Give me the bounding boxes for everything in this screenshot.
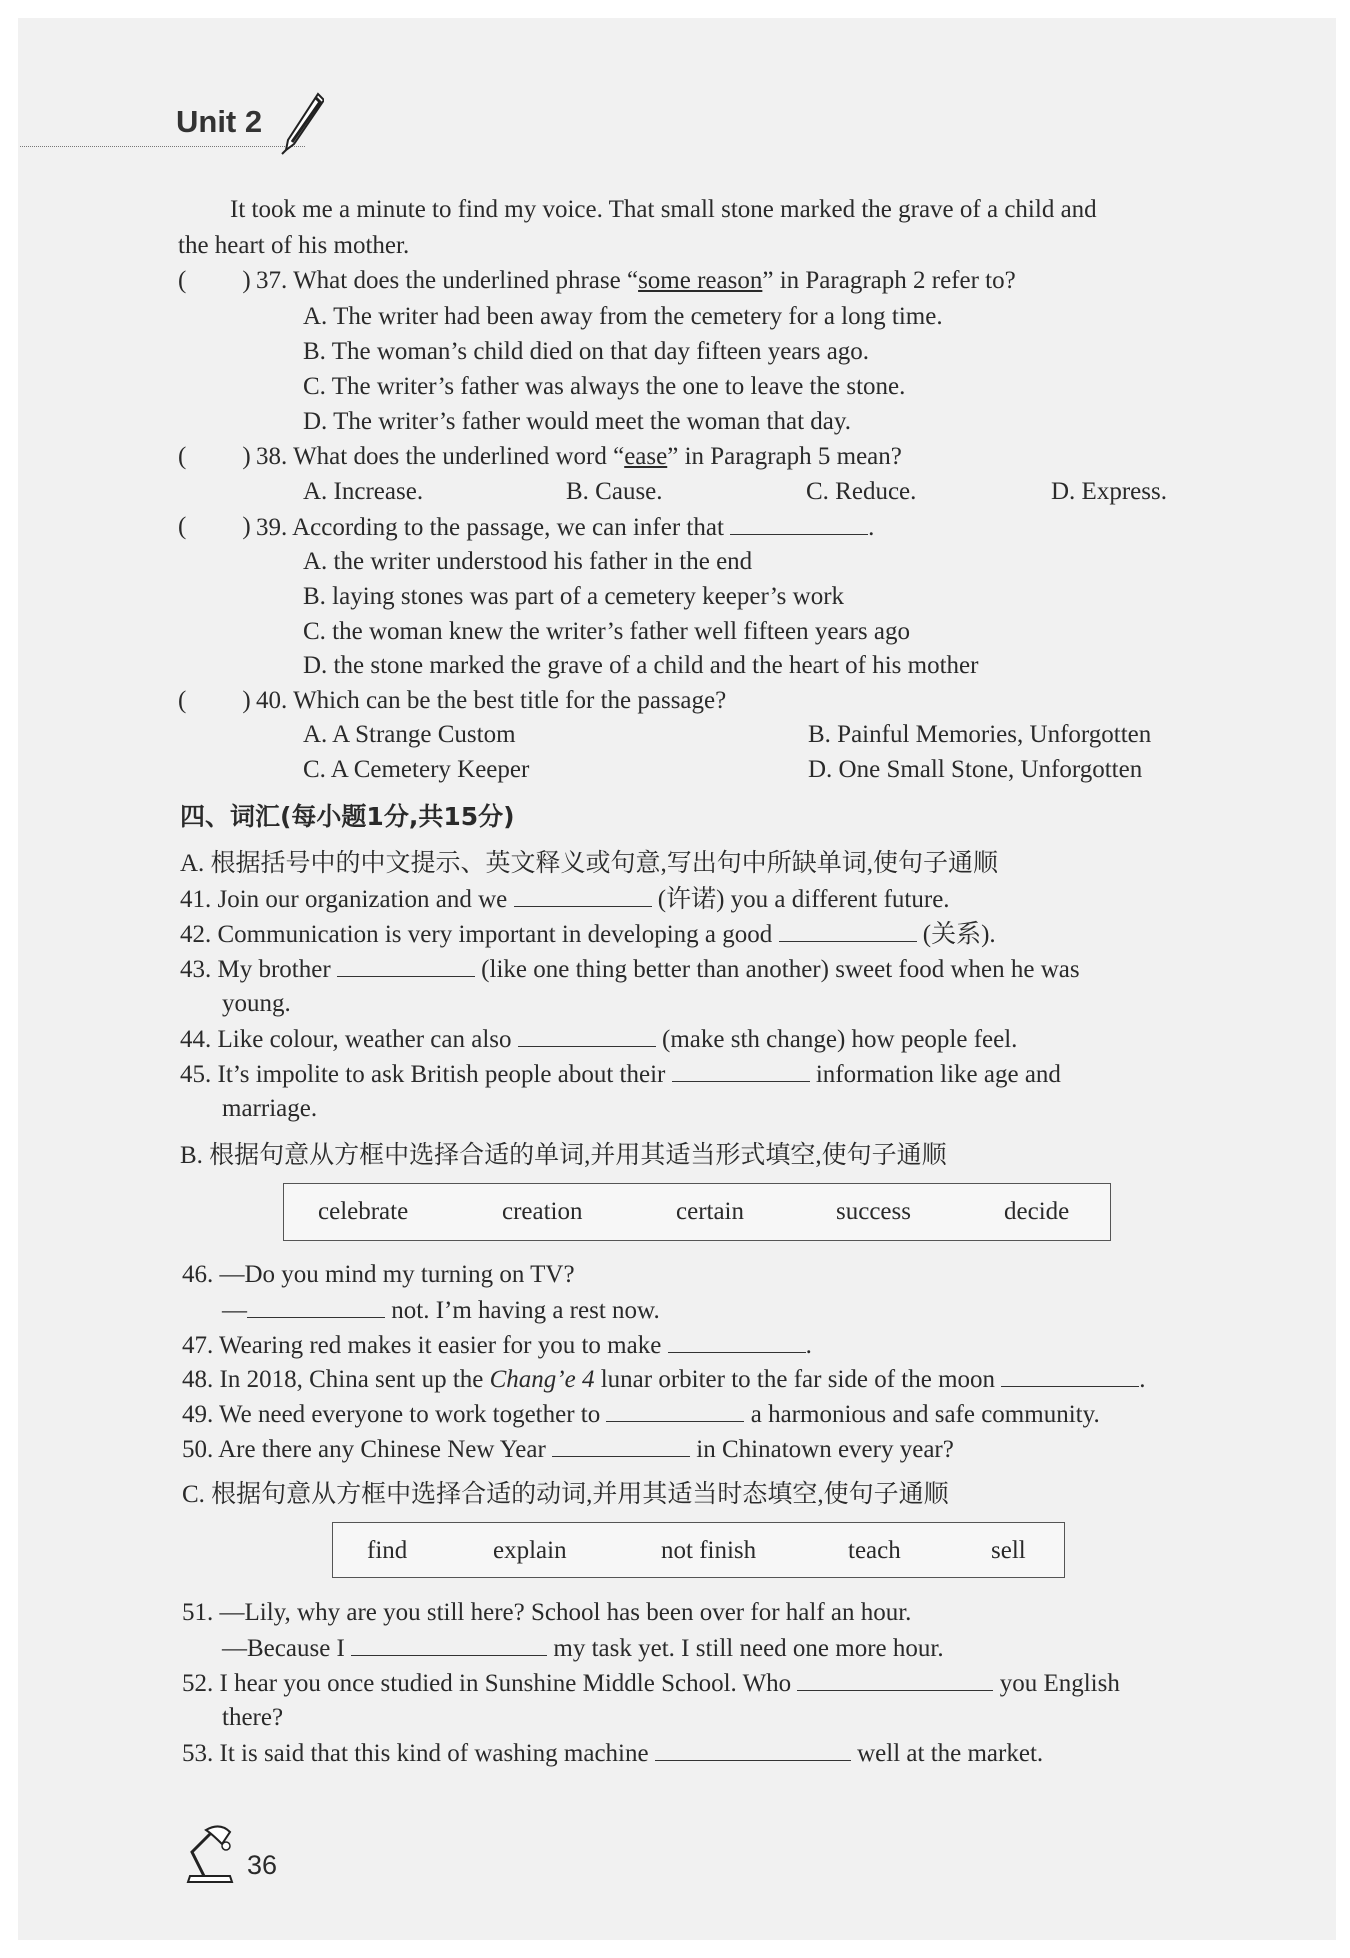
option-38d: D. Express. [1051,478,1167,505]
word-option: creation [502,1198,583,1225]
underlined-word: ease [624,443,668,470]
blank-39[interactable] [730,512,868,535]
blank-48[interactable] [1001,1364,1139,1387]
section-title: 四、词汇(每小题1分,共15分) [180,802,515,831]
option-40c: C. A Cemetery Keeper [303,756,530,783]
desk-lamp-icon [182,1822,242,1886]
question-44: 44. Like colour, weather can also (make sth change) how people feel. [180,1026,1018,1053]
word-option: certain [676,1198,745,1225]
underlined-phrase: some reason [638,267,763,294]
word-option: not finish [661,1537,757,1564]
option-37b: B. The woman’s child died on that day fifteen years ago. [303,338,870,365]
question-52: 52. I hear you once studied in Sunshine Middle School. Who you English [182,1670,1120,1697]
question-43-cont: young. [222,990,291,1017]
option-40d: D. One Small Stone, Unforgotten [808,756,1143,783]
blank-41[interactable] [514,884,652,907]
question-42: 42. Communication is very important in developing a good (关系). [180,921,996,948]
answer-paren-38[interactable]: ( ) [178,443,251,470]
answer-paren-39[interactable]: ( ) [178,513,251,540]
question-45-cont: marriage. [222,1095,318,1122]
question-47: 47. Wearing red makes it easier for you to make . [182,1332,812,1359]
word-box-b [283,1183,1111,1241]
unit-title: Unit 2 [176,104,263,139]
option-37a: A. The writer had been away from the cemetery for a long time. [303,303,943,330]
blank-49[interactable] [606,1399,744,1422]
word-option: explain [493,1537,567,1564]
question-46: 46. —Do you mind my turning on TV? [182,1261,575,1288]
question-46-reply: — not. I’m having a rest now. [222,1297,660,1324]
blank-42[interactable] [779,919,917,942]
question-49: 49. We need everyone to work together to a harmonious and safe community. [182,1401,1100,1428]
blank-47[interactable] [668,1330,806,1353]
word-option: celebrate [318,1198,409,1225]
question-51: 51. —Lily, why are you still here? School has been over for half an hour. [182,1599,912,1626]
word-option: teach [848,1537,901,1564]
question-37: 37. What does the underlined phrase “some reason” in Paragraph 2 refer to? [256,267,1016,294]
option-40a: A. A Strange Custom [303,721,516,748]
question-52-cont: there? [222,1704,284,1731]
header-rule [20,146,305,147]
part-c-instruction: C. 根据句意从方框中选择合适的动词,并用其适当时态填空,使句子通顺 [182,1481,949,1508]
part-a-instruction: A. 根据括号中的中文提示、英文释义或句意,写出句中所缺单词,使句子通顺 [180,850,999,877]
answer-paren-40[interactable]: ( ) [178,687,251,714]
page-number: 36 [247,1850,278,1880]
word-option: sell [991,1537,1026,1564]
part-b-instruction: B. 根据句意从方框中选择合适的单词,并用其适当形式填空,使句子通顺 [180,1142,947,1169]
blank-50[interactable] [552,1434,690,1457]
passage-line-2: the heart of his mother. [178,232,410,259]
question-53: 53. It is said that this kind of washing machine well at the market. [182,1740,1044,1767]
blank-45[interactable] [672,1059,810,1082]
question-48: 48. In 2018, China sent up the Chang’e 4 lunar orbiter to the far side of the moon . [182,1366,1146,1393]
option-38c: C. Reduce. [806,478,917,505]
option-39c: C. the woman knew the writer’s father well fifteen years ago [303,618,910,645]
blank-52[interactable] [797,1668,993,1691]
word-box-c [332,1522,1065,1578]
passage-line-1: It took me a minute to find my voice. That small stone marked the grave of a child and [230,196,1097,223]
answer-paren-37[interactable]: ( ) [178,267,251,294]
question-41: 41. Join our organization and we (许诺) you a different future. [180,886,950,913]
blank-51[interactable] [351,1633,547,1656]
question-40: 40. Which can be the best title for the passage? [256,687,727,714]
question-50: 50. Are there any Chinese New Year in Chinatown every year? [182,1436,954,1463]
option-40b: B. Painful Memories, Unforgotten [808,721,1152,748]
option-38b: B. Cause. [566,478,663,505]
pen-icon [280,92,324,156]
option-39b: B. laying stones was part of a cemetery keeper’s work [303,583,845,610]
word-option: success [836,1198,911,1225]
word-option: find [367,1537,408,1564]
word-option: decide [1004,1198,1070,1225]
blank-53[interactable] [655,1738,851,1761]
option-37c: C. The writer’s father was always the one to leave the stone. [303,373,906,400]
question-45: 45. It’s impolite to ask British people about their information like age and [180,1061,1061,1088]
blank-43[interactable] [337,954,475,977]
option-39d: D. the stone marked the grave of a child and the heart of his mother [303,652,979,679]
option-38a: A. Increase. [303,478,424,505]
option-39a: A. the writer understood his father in the end [303,548,753,575]
question-43: 43. My brother (like one thing better than another) sweet food when he was [180,956,1080,983]
question-39: 39. According to the passage, we can infer that . [256,514,875,541]
blank-46[interactable] [247,1295,385,1318]
option-37d: D. The writer’s father would meet the woman that day. [303,408,851,435]
blank-44[interactable] [518,1024,656,1047]
question-38: 38. What does the underlined word “ease” in Paragraph 5 mean? [256,443,902,470]
question-51-reply: —Because I my task yet. I still need one more hour. [222,1635,944,1662]
